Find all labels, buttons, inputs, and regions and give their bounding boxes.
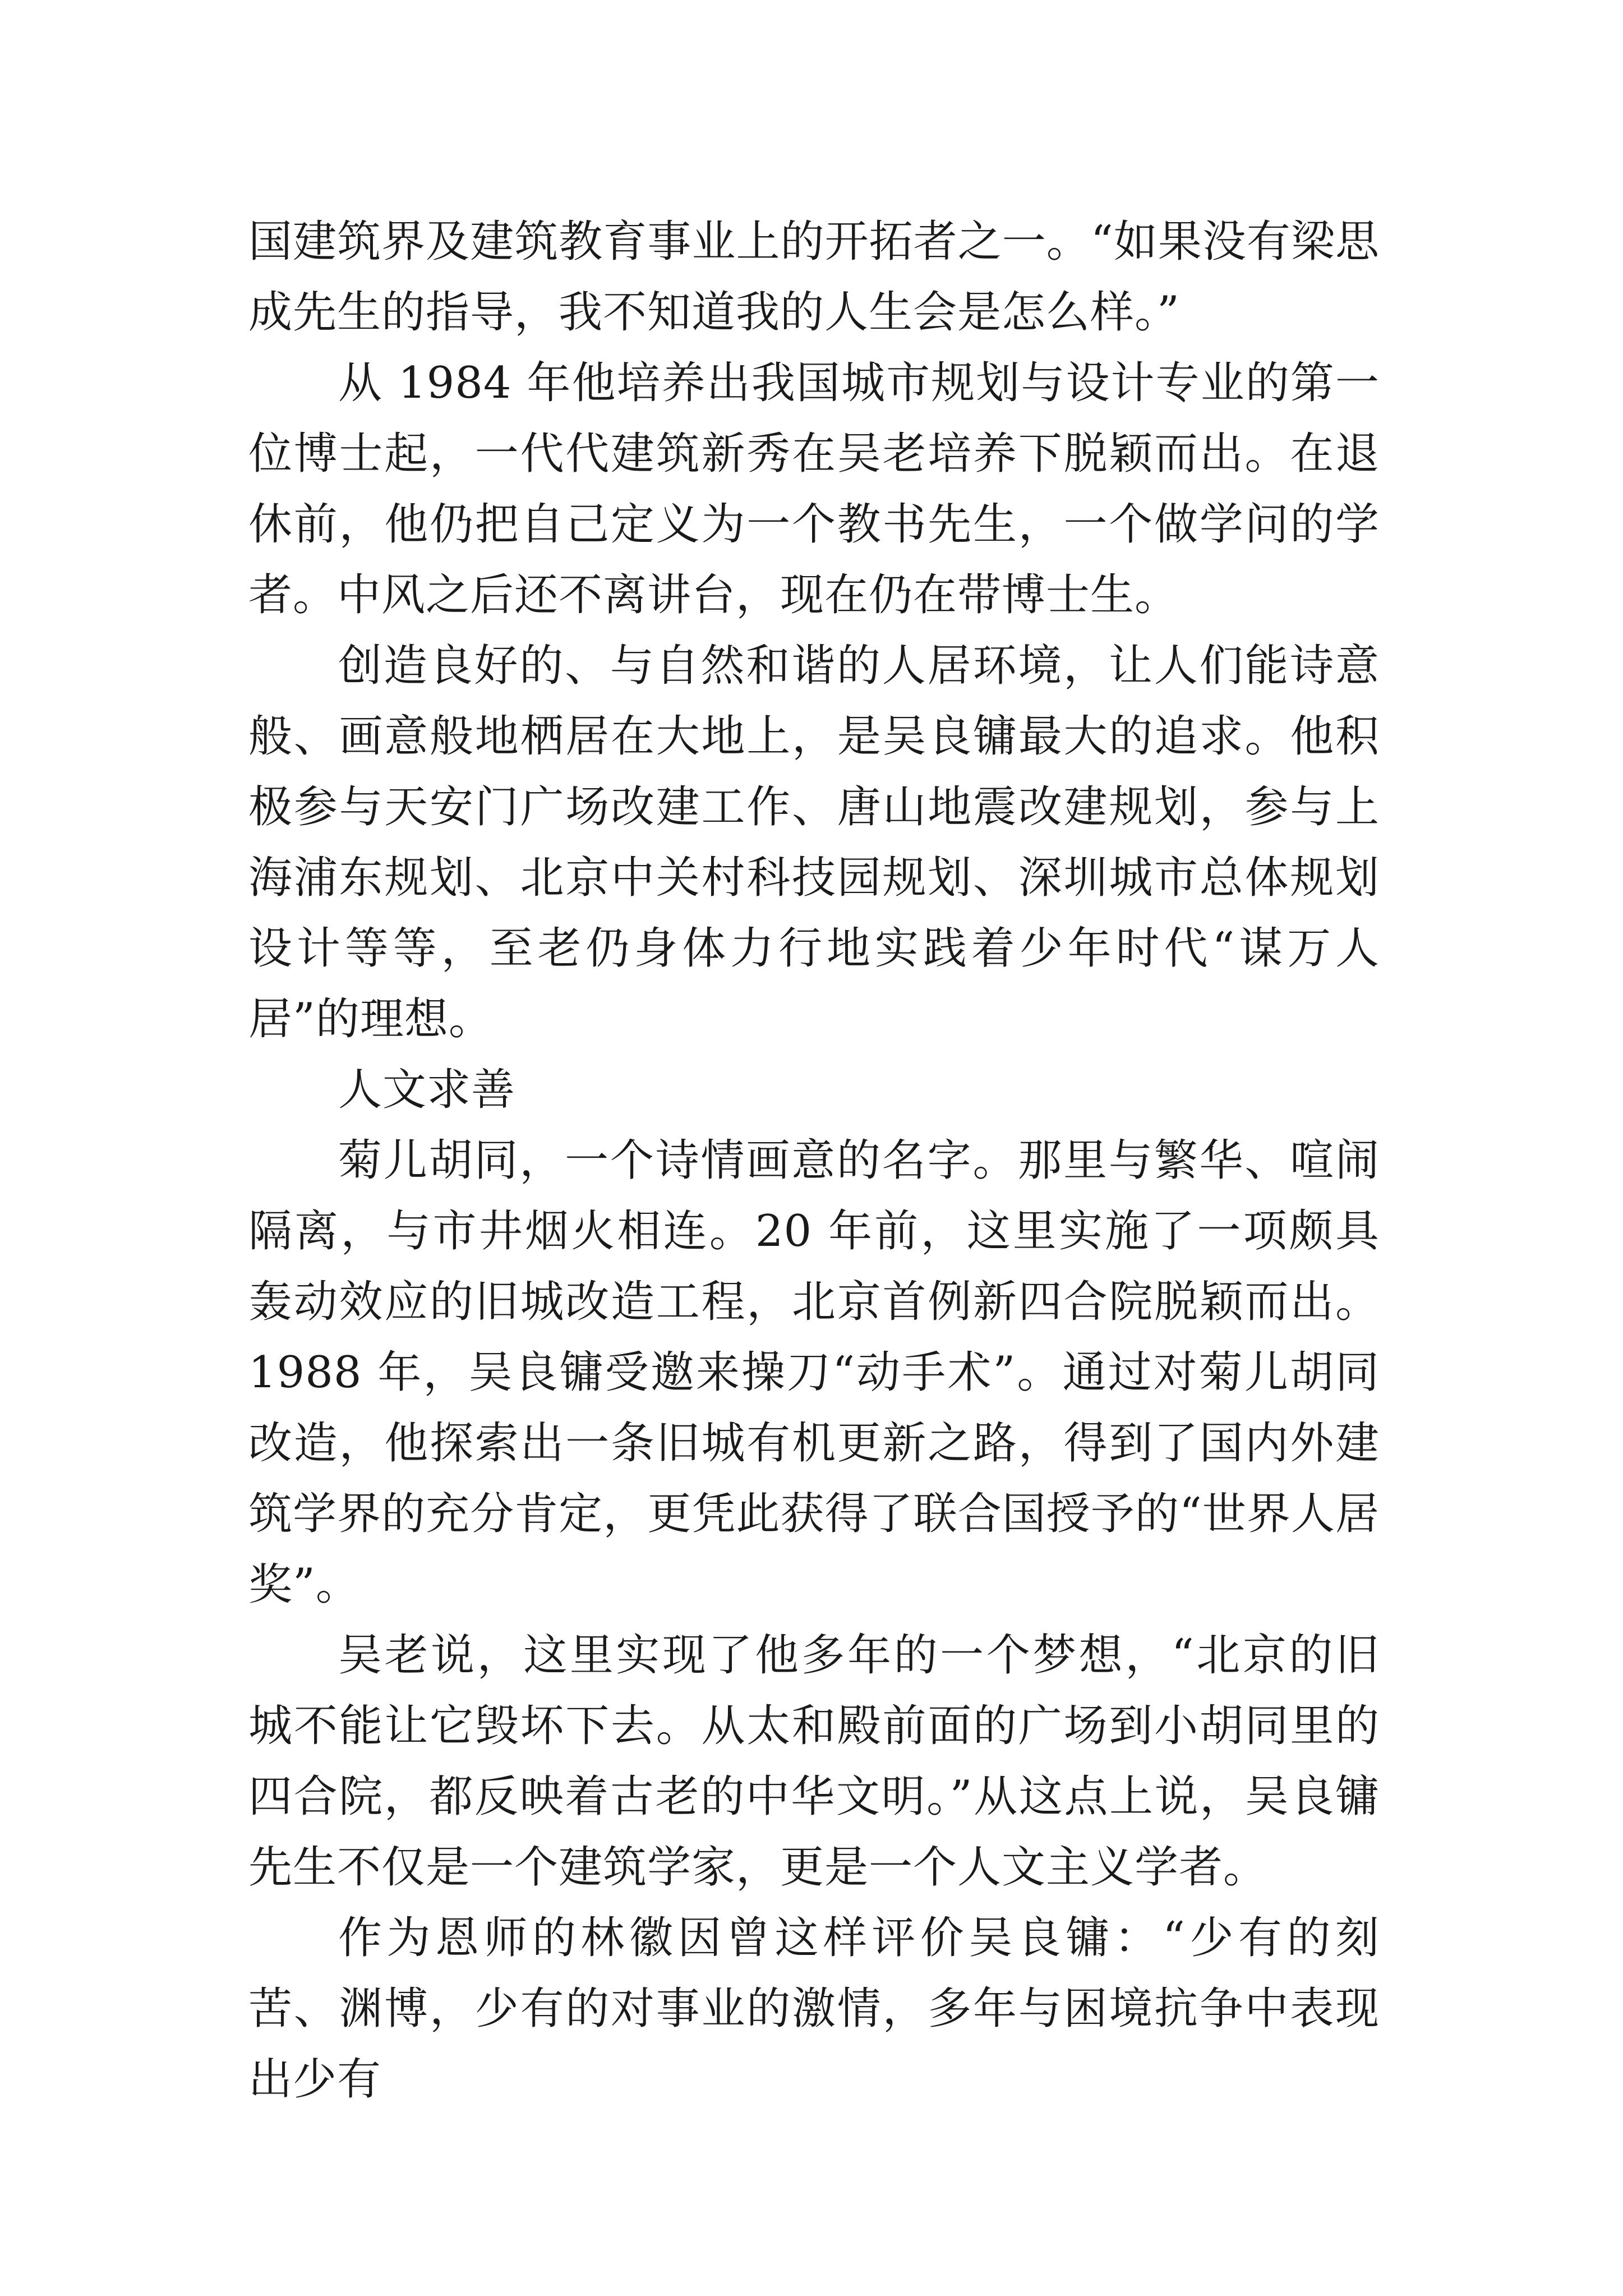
paragraph-habitat-pursuit: 创造良好的、与自然和谐的人居环境，让人们能诗意般、画意般地栖居在大地上，是吴良镛最大的追求。他积极参与天安门广场改建工作、唐山地震改建规划，参与上海浦东规划、北京中关村科技园规划、深圳城市总体规划设计等等，至老仍身体力行地实践着少年时代“谋万人居”的理想。: [248, 641, 1380, 1045]
paragraph-juer-hutong: 菊儿胡同，一个诗情画意的名字。那里与繁华、喧闹隔离，与市井烟火相连。20 年前，这里实施了一项颇具轰动效应的旧城改造工程，北京首例新四合院脱颖而出。1988 年，吴良镛受邀来操刀“动手术”。通过对菊儿胡同改造，他探索出一条旧城有机更新之路，得到了国内外建筑学界的充分肯定，更凭此获得了联合国授予的“世界人居奖”。: [248, 1135, 1380, 1610]
article-body: [248, 206, 1380, 2115]
paragraph-lin-huiyin-evaluation: 作为恩师的林徽因曾这样评价吴良镛：“少有的刻苦、渊博，少有的对事业的激情，多年与困境抗争中表现出少有: [248, 1913, 1380, 2105]
paragraph-phd-students: 从 1984 年他培养出我国城市规划与设计专业的第一位博士起，一代代建筑新秀在吴老培养下脱颖而出。在退休前，他仍把自己定义为一个教书先生，一个做学问的学者。中风之后还不离讲台，现在仍在带博士生。: [248, 358, 1380, 620]
section-heading: 人文求善: [338, 1065, 516, 1115]
paragraph-old-city-dream: 吴老说，这里实现了他多年的一个梦想，“北京的旧城不能让它毁坏下去。从太和殿前面的广场到小胡同里的四合院，都反映着古老的中华文明。”从这点上说，吴良镛先生不仅是一个建筑学家，更是一个人文主义学者。: [248, 1630, 1380, 1893]
paragraph-continuation: 国建筑界及建筑教育事业上的开拓者之一。“如果没有梁思成先生的指导，我不知道我的人生会是怎么样。”: [248, 217, 1380, 338]
